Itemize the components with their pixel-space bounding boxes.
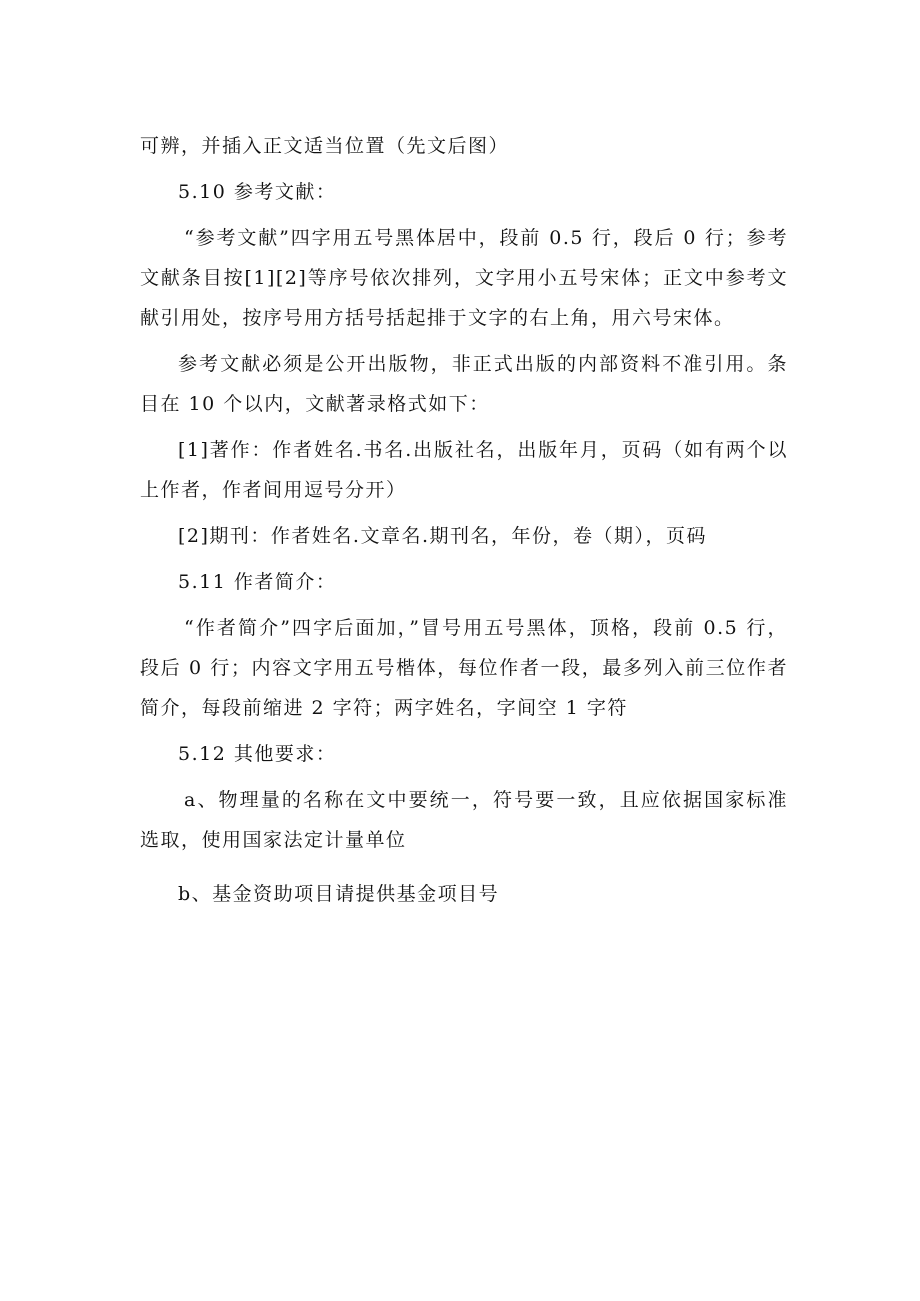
- paragraph-author-bio-format: “作者简介”四字后面加，”冒号用五号黑体，顶格，段前 0.5 行，段后 0 行；内容文字用五号楷体，每位作者一段，最多列入前三位作者简介，每段前缩进 2 字符；两字姓名，字间空 1 字符: [140, 617, 788, 719]
- requirement-item-a: a、物理量的名称在文中要统一，符号要一致，且应依据国家标准选取，使用国家法定计量单位: [140, 789, 788, 851]
- requirement-item-b: b、基金资助项目请提供基金项目号: [178, 883, 500, 905]
- paragraph-figure-placement: 可辨，并插入正文适当位置（先文后图）: [140, 135, 510, 157]
- paragraph-references-format: “参考文献”四字用五号黑体居中，段前 0.5 行，段后 0 行；参考文献条目按[1][2]等序号依次排列，文字用小五号宋体；正文中参考文献引用处，按序号用方括号括起排于文字的右上角，用六号宋体。: [140, 227, 788, 329]
- reference-example-journal: [2]期刊：作者姓名.文章名.期刊名，年份，卷（期），页码: [178, 525, 707, 547]
- heading-other-requirements: 5.12 其他要求：: [178, 743, 337, 765]
- document-body: [140, 126, 788, 914]
- heading-references: 5.10 参考文献：: [178, 181, 337, 203]
- reference-example-book: [1]著作：作者姓名.书名.出版社名，出版年月，页码（如有两个以上作者，作者间用逗号分开）: [140, 439, 788, 501]
- paragraph-references-requirements: 参考文献必须是公开出版物，非正式出版的内部资料不准引用。条目在 10 个以内，文献著录格式如下：: [140, 353, 788, 415]
- heading-author-bio: 5.11 作者简介：: [178, 571, 337, 593]
